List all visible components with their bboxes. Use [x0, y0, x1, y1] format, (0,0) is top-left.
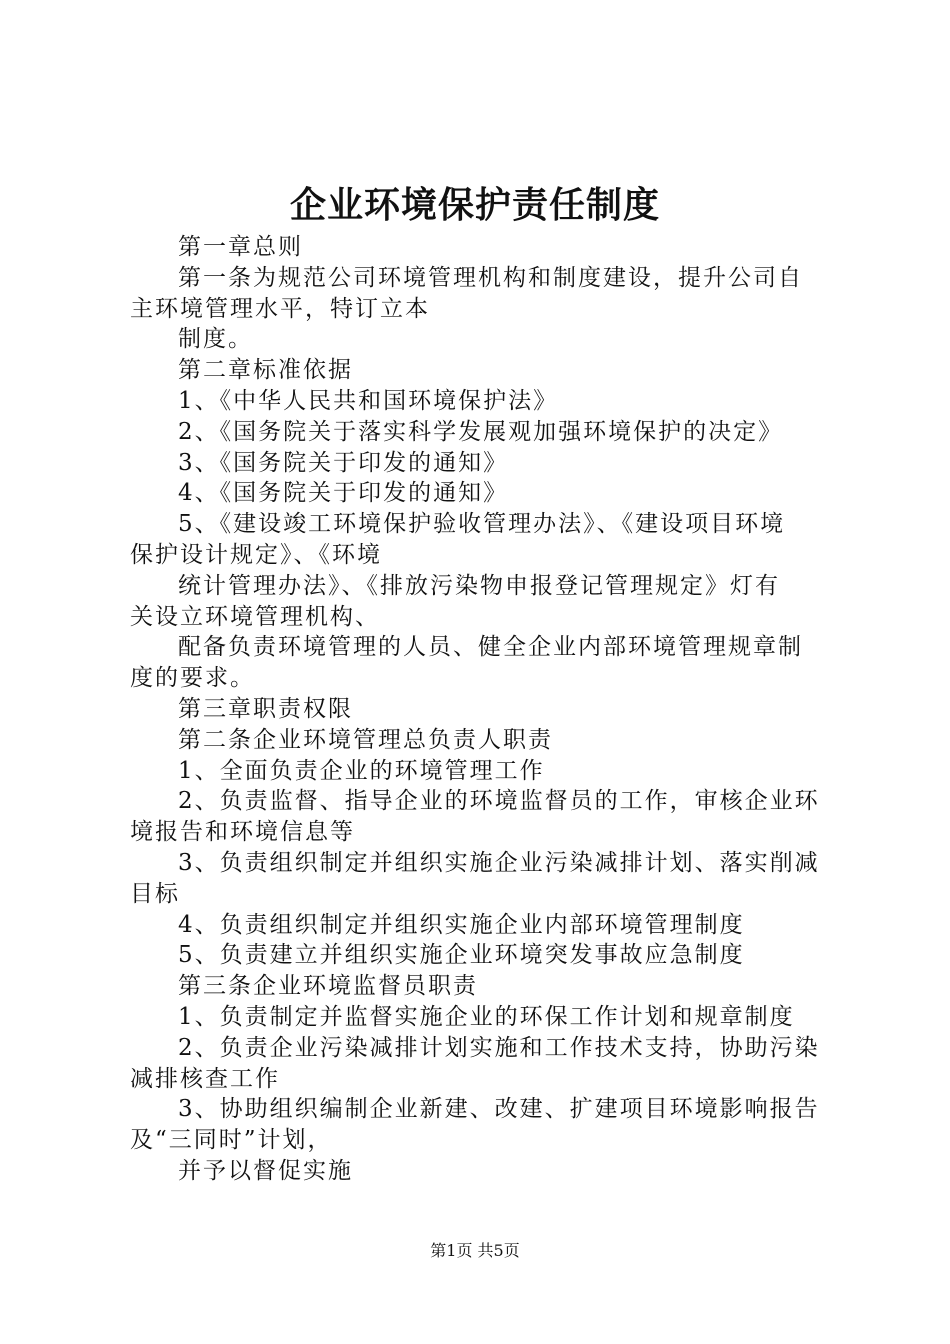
paragraph-line: 保护设计规定》、《环境	[130, 541, 382, 568]
paragraph-line: 并予以督促实施	[178, 1157, 353, 1184]
list-item: 1、负责制定并监督实施企业的环保工作计划和规章制度	[178, 1003, 795, 1030]
paragraph-line: 减排核查工作	[130, 1065, 280, 1092]
list-item: 3、负责组织制定并组织实施企业污染减排计划、落实削减	[178, 849, 820, 876]
list-item: 4、《国务院关于印发的通知》	[178, 480, 509, 507]
list-item: 3、《国务院关于印发的通知》	[178, 449, 509, 476]
list-item: 1、全面负责企业的环境管理工作	[178, 757, 545, 784]
document-title: 企业环境保护责任制度	[289, 185, 660, 226]
paragraph-line: 度的要求。	[130, 665, 255, 692]
chapter-heading: 第一章总则	[178, 234, 303, 260]
paragraph-line: 境报告和环境信息等	[130, 819, 355, 846]
paragraph-line: 第一条为规范公司环境管理机构和制度建设，提升公司自	[178, 264, 803, 291]
paragraph-line: 制度。	[178, 326, 253, 353]
chapter-heading: 第二章标准依据	[178, 357, 353, 384]
list-item: 2、负责监督、指导企业的环境监督员的工作，审核企业环	[178, 788, 820, 815]
list-item: 5、负责建立并组织实施企业环境突发事故应急制度	[178, 942, 745, 969]
chapter-heading: 第三章职责权限	[178, 695, 353, 722]
paragraph-line: 统计管理办法》、《排放污染物申报登记管理规定》灯有	[178, 572, 780, 599]
list-item: 2、《国务院关于落实科学发展观加强环境保护的决定》	[178, 418, 784, 445]
paragraph-line: 配备负责环境管理的人员、健全企业内部环境管理规章制	[178, 634, 803, 661]
page-footer: 第1页 共5页	[430, 1241, 520, 1260]
list-item: 3、协助组织编制企业新建、改建、扩建项目环境影响报告	[178, 1096, 820, 1123]
article-heading: 第二条企业环境管理总负责人职责	[178, 726, 553, 753]
list-item: 5、《建设竣工环境保护验收管理办法》、《建设项目环境	[178, 511, 786, 538]
article-heading: 第三条企业环境监督员职责	[178, 973, 478, 1000]
list-item: 1、《中华人民共和国环境保护法》	[178, 387, 559, 414]
paragraph-line: 关设立环境管理机构、	[130, 603, 380, 630]
list-item: 4、负责组织制定并组织实施企业内部环境管理制度	[178, 911, 745, 938]
paragraph-line: 主环境管理水平，特订立本	[130, 295, 430, 322]
paragraph-line: 及“三同时”计划，	[130, 1127, 333, 1154]
document-body	[130, 232, 832, 1187]
list-item: 2、负责企业污染减排计划实施和工作技术支持，协助污染	[178, 1034, 820, 1061]
paragraph-line: 目标	[130, 880, 180, 907]
